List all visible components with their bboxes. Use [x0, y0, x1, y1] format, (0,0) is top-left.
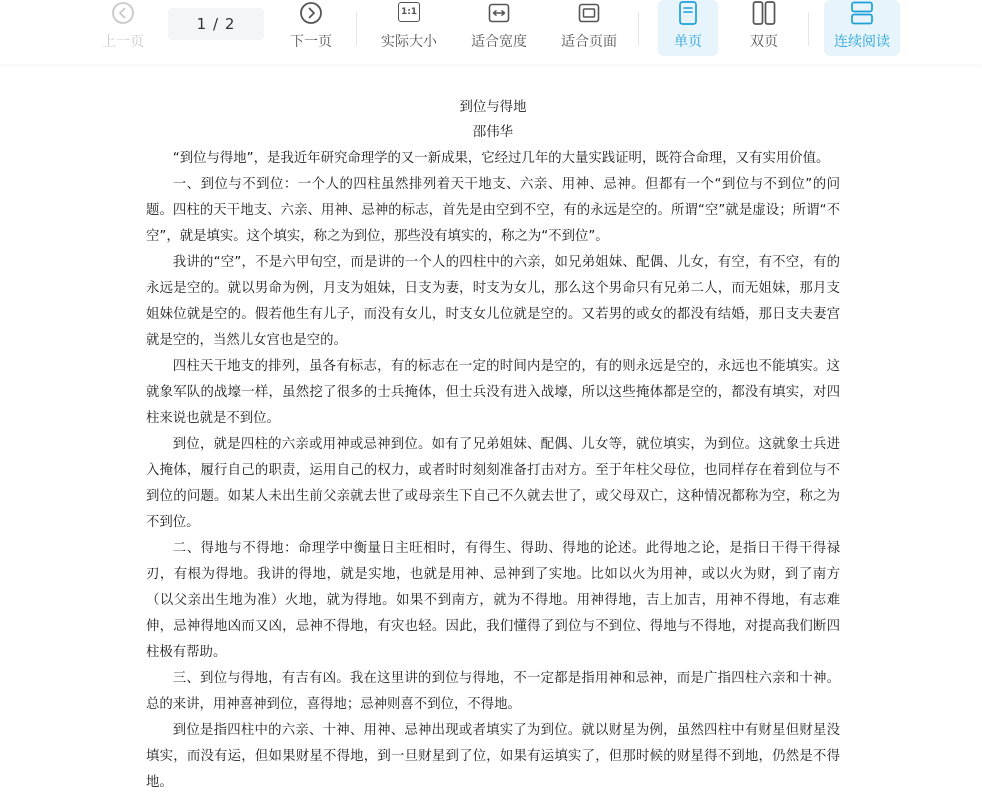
- document-title: 到位与得地: [459, 100, 527, 115]
- double-page-button[interactable]: [734, 0, 794, 56]
- paragraph: 二、得地与不得地：命理学中衡量日主旺相时，有得生、得助、得地的论述。此得地之论，是指日干得干得禄刃，有根为得地。我讲的得地，就是实地，也就是用神、忌神到了实地。比如以火为用神，或以火为财，到了南方（以父亲出生地为准）火地，就为得地。如果不到南方，就为不得地。用神得地，吉上加吉，用神不得地，有志难伸，忌神得地凶而又凶，忌神不得地，有灾也轻。因此，我们懂得了到位与不到位、得地与不得地，对提高我们断四柱极有帮助。: [146, 541, 840, 660]
- actual-size-label: 实际大小: [381, 34, 437, 50]
- document-page: [146, 96, 840, 796]
- actual-size-icon-text: 1:1: [398, 2, 420, 22]
- fit-page-label: 适合页面: [561, 34, 617, 50]
- continuous-reading-label: 连续阅读: [834, 34, 890, 50]
- paragraph: 到位是指四柱中的六亲、十神、用神、忌神出现或者填实了为到位。就以财星为例，虽然四柱中有财星但财星没填实，而没有运，但如果财星不得地，到一旦财星到了位，如果有运填实了，但那时候的财星得不到地，仍然是不得地。: [146, 723, 840, 790]
- fit-width-icon: [485, 0, 513, 27]
- double-page-label: 双页: [750, 34, 778, 50]
- chevron-left-circle-icon: [109, 0, 137, 27]
- double-page-icon: [750, 0, 778, 27]
- page-number-field[interactable]: [168, 8, 264, 40]
- paragraph: 四柱天干地支的排列，虽各有标志，有的标志在一定的时间内是空的，有的则永远是空的，永远也不能填实。这就象军队的战壕一样，虽然挖了很多的士兵掩体，但士兵没有进入战壕，所以这些掩体都是空的，都没有填实，对四柱来说也就是不到位。: [146, 359, 840, 426]
- toolbar-divider: [356, 12, 357, 46]
- viewer-toolbar: [0, 0, 982, 64]
- continuous-reading-icon: [848, 0, 876, 27]
- paragraph: 我讲的“空”，不是六甲旬空，而是讲的一个人的四柱中的六亲，如兄弟姐妹、配偶、儿女，有空，有不空，有的永远是空的。就以男命为例，月支为姐妹，日支为妻，时支为女儿，那么这个男命只有兄弟二人，而无姐妹，那月支姐妹位就是空的。假若他生有儿子，而没有女儿，时支女儿位就是空的。又若男的或女的都没有结婚，那日支夫妻宫就是空的，当然儿女宫也是空的。: [146, 255, 840, 348]
- fit-width-button[interactable]: [464, 0, 534, 56]
- paragraph: “到位与得地”，是我近年研究命理学的又一新成果，它经过几年的大量实践证明，既符合命理，又有实用价值。: [172, 151, 830, 166]
- toolbar-divider: [808, 12, 809, 46]
- single-page-button[interactable]: [658, 0, 718, 56]
- single-page-label: 单页: [674, 34, 702, 50]
- document-author: 邵伟华: [472, 125, 514, 140]
- chevron-right-circle-icon: [297, 0, 325, 27]
- fit-page-button[interactable]: [554, 0, 624, 56]
- fit-width-label: 适合宽度: [471, 34, 527, 50]
- fit-page-icon: [575, 0, 603, 27]
- toolbar-divider: [638, 12, 639, 46]
- actual-size-button[interactable]: [374, 0, 444, 56]
- paragraph: 到位，就是四柱的六亲或用神或忌神到位。如有了兄弟姐妹、配偶、儿女等，就位填实，为到位。这就象士兵进入掩体，履行自己的职责，运用自己的权力，或者时时刻刻准备打击对方。至于年柱父母位，也同样存在着到位与不到位的问题。如某人未出生前父亲就去世了或母亲生下自己不久就去世了，或父母双亡，这种情况都称为空，称之为不到位。: [146, 437, 840, 530]
- next-page-label: 下一页: [290, 34, 332, 50]
- next-page-button[interactable]: [284, 0, 338, 56]
- continuous-reading-button[interactable]: [824, 0, 900, 56]
- current-page-input[interactable]: 1: [196, 15, 208, 33]
- page-separator: /: [212, 15, 220, 33]
- single-page-icon: [674, 0, 702, 27]
- prev-page-label: 上一页: [102, 34, 144, 50]
- paragraph: 三、到位与得地，有吉有凶。我在这里讲的到位与得地，不一定都是指用神和忌神，而是广指四柱六亲和十神。总的来讲，用神喜神到位，喜得地；忌神则喜不到位，不得地。: [146, 671, 840, 712]
- prev-page-button[interactable]: [96, 0, 150, 56]
- actual-size-icon: [395, 0, 423, 27]
- paragraph: 一、到位与不到位：一个人的四柱虽然排列着天干地支、六亲、用神、忌神。但都有一个“到位与不到位”的问题。四柱的天干地支、六亲、用神、忌神的标志，首先是由空到不空，有的永远是空的。所谓“空”就是虚设；所谓“不空”，就是填实。这个填实，称之为到位，那些没有填实的，称之为“不到位”。: [146, 177, 840, 244]
- total-pages: 2: [224, 15, 236, 33]
